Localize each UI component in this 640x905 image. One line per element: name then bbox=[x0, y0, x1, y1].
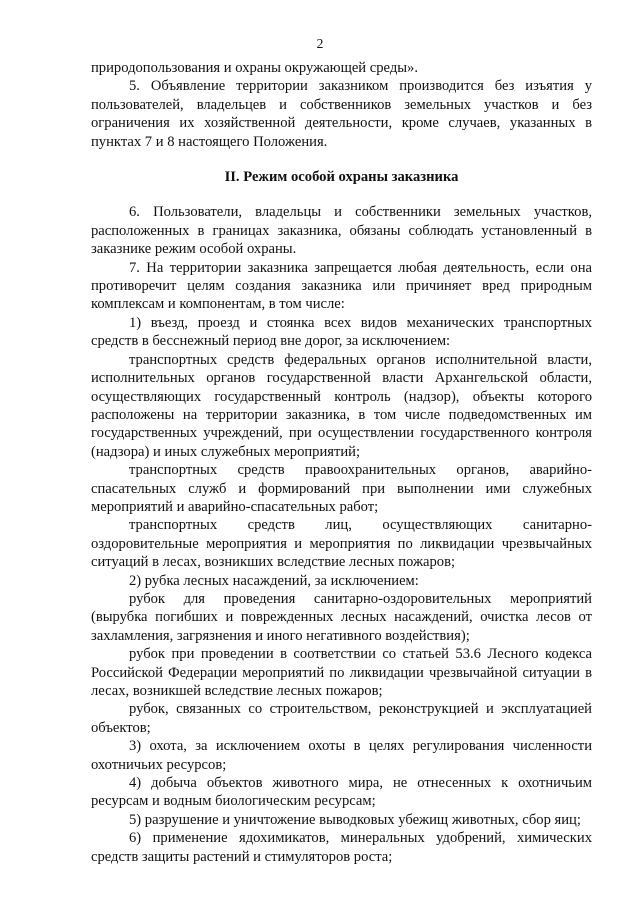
subitem-2: 2) рубка лесных насаждений, за исключением: bbox=[129, 572, 419, 589]
exception-sanitary-felling: рубок для проведения санитарно-оздоровительных мероприятий (вырубка погибших и поврежденных лесных насаждений, очистка лесов от захламления, загрязнения и иного негативного воздействия); bbox=[91, 590, 592, 644]
page-number: 2 bbox=[316, 36, 324, 51]
subitem-1: 1) въезд, проезд и стоянка всех видов механических транспортных средств в бесснежный период вне дорог, за исключением: bbox=[91, 314, 592, 350]
document-body bbox=[91, 59, 592, 866]
subitem-6: 6) применение ядохимикатов, минеральных удобрений, химических средств защиты растений и стимуляторов роста; bbox=[91, 830, 592, 865]
subitem-5: 5) разрушение и уничтожение выводковых убежищ животных, сбор яиц; bbox=[129, 811, 581, 828]
paragraph-item-6: 6. Пользователи, владельцы и собственники земельных участков, расположенных в границах заказника, обязаны соблюдать установленный в заказнике режим особой охраны. bbox=[91, 204, 592, 258]
exception-sanitary-vehicles: транспортных средств лиц, осуществляющих санитарно-оздоровительные мероприятия и мероприятия по ликвидации чрезвычайных ситуаций в лесах, возникших вследствие лесных пожаров; bbox=[91, 517, 592, 571]
subitem-3: 3) охота, за исключением охоты в целях регулирования численности охотничьих ресурсов; bbox=[91, 738, 592, 773]
exception-federal-vehicles: транспортных средств федеральных органов исполнительной власти, исполнительных органов государственной власти Архангельской области, осуществляющих государственный контроль (надзор), объекты которого расположены на территории заказника, в том числе подведомственных им государственных учреждений, при осуществлении государственного контроля (надзора) и иных служебных мероприятий; bbox=[91, 351, 592, 460]
subitem-4: 4) добыча объектов животного мира, не отнесенных к охотничьим ресурсам и водным биологическим ресурсам; bbox=[91, 775, 592, 810]
exception-law-enforcement-vehicles: транспортных средств правоохранительных органов, аварийно-спасательных служб и формирований при выполнении ими служебных мероприятий и аварийно-спасательных работ; bbox=[91, 462, 592, 515]
paragraph-item-5: 5. Объявление территории заказником производится без изъятия у пользователей, владельцев и собственников земельных участков и без ограничения их хозяйственной деятельности, кроме случаев, указанных в пунктах 7 и 8 настоящего Положения. bbox=[91, 78, 592, 150]
paragraph-item-7: 7. На территории заказника запрещается любая деятельность, если она противоречит целям создания заказника или причиняет вред природным комплексам и компонентам, в том числе: bbox=[91, 259, 592, 313]
section-heading: II. Режим особой охраны заказника bbox=[224, 169, 459, 186]
paragraph-continuation: природопользования и охраны окружающей среды». bbox=[91, 60, 418, 76]
exception-fire-felling: рубок при проведении в соответствии со статьей 53.6 Лесного кодекса Российской Федерации мероприятий по ликвидации чрезвычайной ситуации в лесах, возникшей вследствие лесных пожаров; bbox=[91, 646, 592, 699]
exception-construction-felling: рубок, связанных со строительством, реконструкцией и эксплуатацией объектов; bbox=[91, 701, 592, 736]
